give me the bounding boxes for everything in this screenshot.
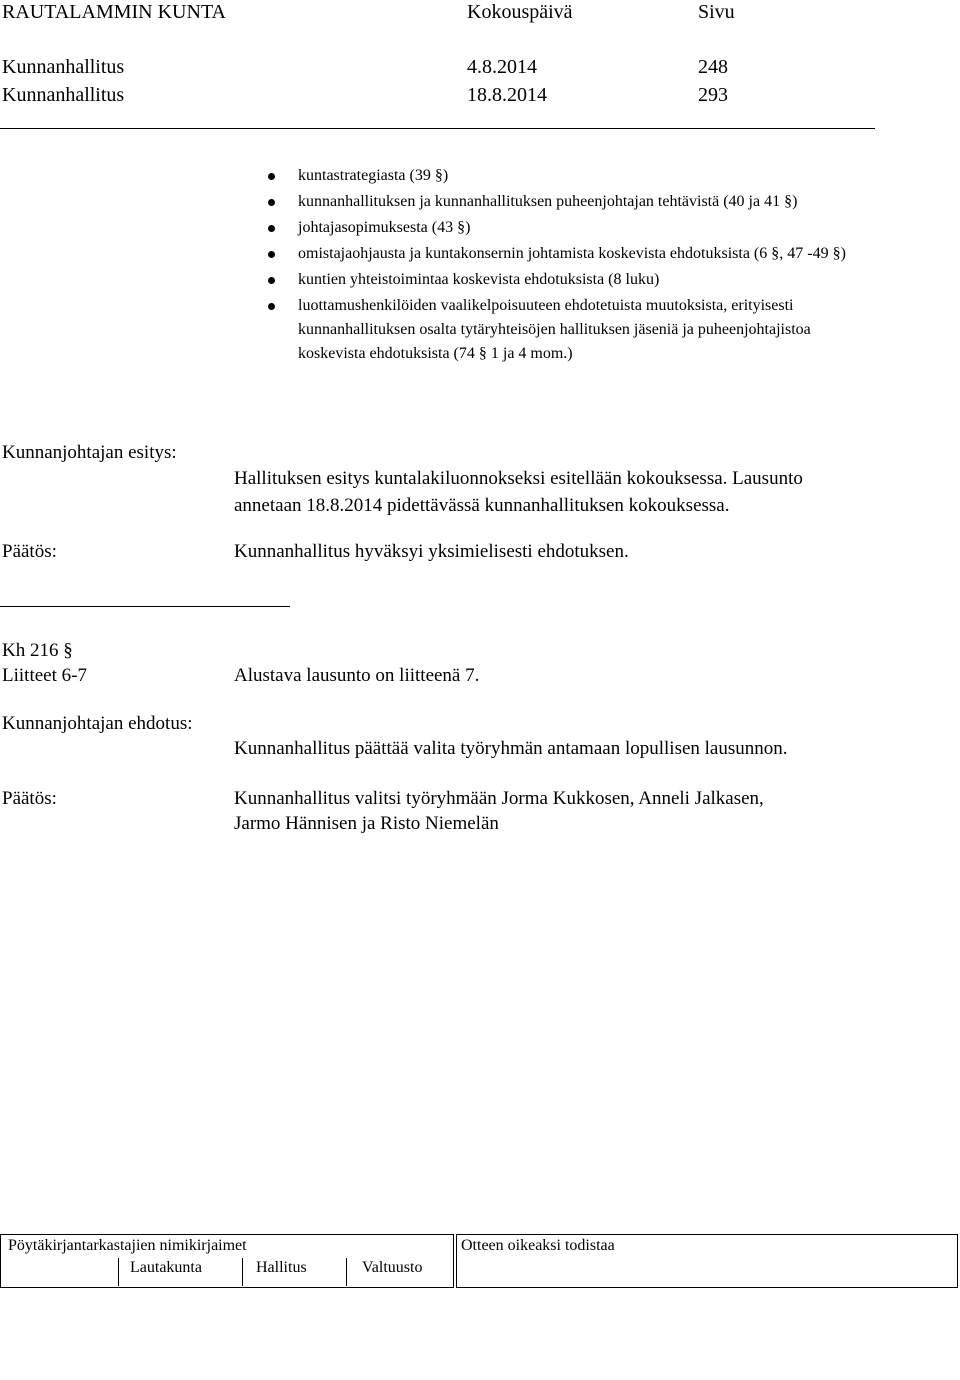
proposal-label: Kunnanjohtajan esitys:	[2, 442, 177, 463]
attachments-label: Liitteet 6-7	[2, 665, 87, 686]
initials-label: Pöytäkirjantarkastajien nimikirjaimet	[8, 1237, 247, 1254]
list-item	[262, 164, 882, 188]
certified-label: Otteen oikeaksi todistaa	[461, 1237, 615, 1254]
bullet-icon	[268, 251, 275, 258]
list-item-text: kuntastrategiasta (39 §)	[298, 167, 449, 184]
column-divider	[346, 1258, 347, 1286]
header-row-body: Kunnanhallitus	[2, 84, 125, 106]
list-item-text: johtajasopimuksesta (43 §)	[298, 219, 471, 236]
proposal-label: Kunnanjohtajan ehdotus:	[2, 713, 193, 734]
municipality-name: RAUTALAMMIN KUNTA	[2, 1, 227, 23]
bullet-icon	[268, 225, 275, 232]
decision-text: Kunnanhallitus hyväksyi yksimielisesti ehdotuksen.	[234, 541, 629, 562]
header-divider	[0, 128, 875, 129]
list-item	[262, 190, 882, 214]
column-divider	[242, 1258, 243, 1286]
header-row-date: 4.8.2014	[467, 56, 537, 78]
list-item	[262, 294, 882, 366]
proposal-text: Hallituksen esitys kuntalakiluonnokseksi esitellään kokouksessa. Lausunto	[234, 468, 803, 489]
attachments-text: Alustava lausunto on liitteenä 7.	[234, 665, 480, 686]
bullet-icon	[268, 303, 275, 310]
meeting-date-label: Kokouspäivä	[467, 1, 573, 23]
list-item	[262, 268, 882, 292]
proposal-text: annetaan 18.8.2014 pidettävässä kunnanhallituksen kokouksessa.	[234, 495, 730, 516]
list-item-text: omistajaohjausta ja kuntakonsernin johtamista koskevista ehdotuksista (6 §, 47 -49 §)	[298, 245, 846, 262]
header-row-page: 248	[698, 56, 728, 78]
signature-footer	[0, 1234, 960, 1294]
agenda-item-number: Kh 216 §	[2, 640, 73, 661]
decision-label: Päätös:	[2, 788, 57, 809]
list-item-text: luottamushenkilöiden vaalikelpoisuuteen ehdotetuista muutoksista, erityisesti kunnanhallituksen osalta tytäryhteisöjen hallituksen jäseniä ja puheenjohtajistoa koskevista ehdotuksista (74 § 1 ja 4 mom.)	[298, 297, 811, 362]
page-label: Sivu	[698, 1, 735, 23]
header-row-body: Kunnanhallitus	[2, 56, 125, 78]
section-divider	[0, 606, 290, 607]
bullet-icon	[268, 277, 275, 284]
list-item-text: kunnanhallituksen ja kunnanhallituksen puheenjohtajan tehtävistä (40 ja 41 §)	[298, 193, 798, 210]
statement-topics-list	[262, 164, 882, 368]
bullet-icon	[268, 199, 275, 206]
list-item-text: kuntien yhteistoimintaa koskevista ehdotuksista (8 luku)	[298, 271, 660, 288]
bullet-icon	[268, 173, 275, 180]
list-item	[262, 216, 882, 240]
header-row-date: 18.8.2014	[467, 84, 547, 106]
decision-label: Päätös:	[2, 541, 57, 562]
column-divider	[118, 1258, 119, 1286]
list-item	[262, 242, 882, 266]
decision-text: Jarmo Hännisen ja Risto Niemelän	[234, 813, 499, 834]
column-label-valtuusto: Valtuusto	[362, 1259, 423, 1276]
column-label-hallitus: Hallitus	[256, 1259, 307, 1276]
column-label-lautakunta: Lautakunta	[130, 1259, 202, 1276]
decision-text: Kunnanhallitus valitsi työryhmään Jorma Kukkosen, Anneli Jalkasen,	[234, 788, 764, 809]
header-row-page: 293	[698, 84, 728, 106]
proposal-text: Kunnanhallitus päättää valita työryhmän antamaan lopullisen lausunnon.	[234, 738, 788, 759]
